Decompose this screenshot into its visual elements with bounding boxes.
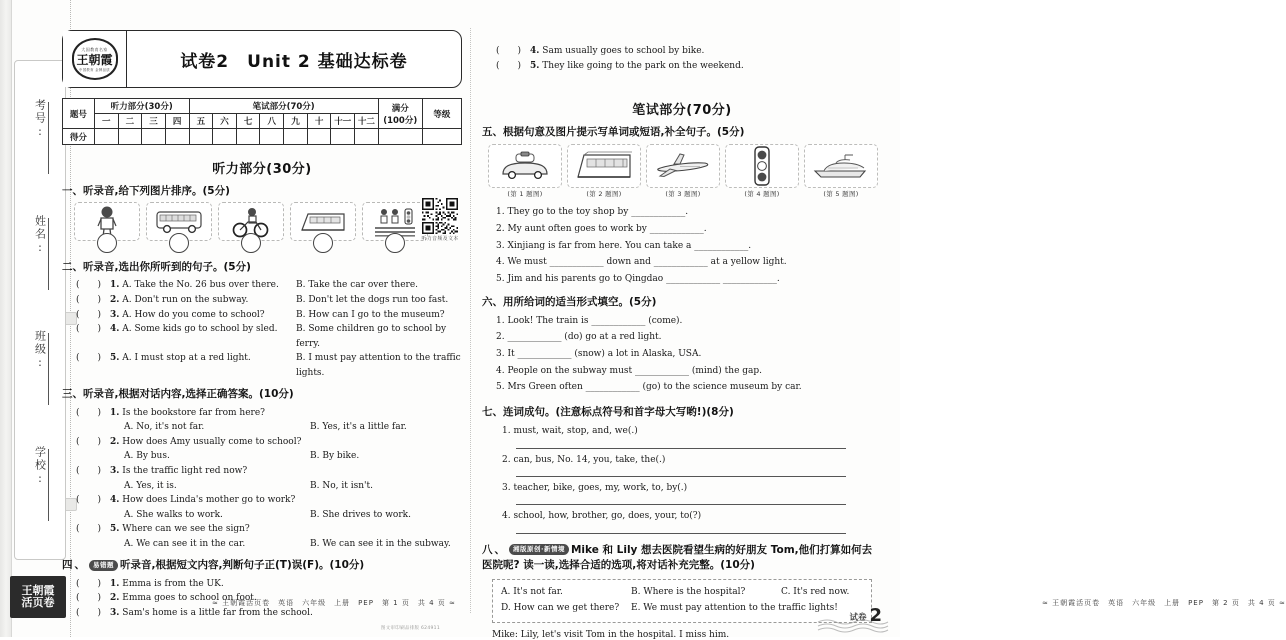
list-item[interactable]: 2. ____________ (do) go at a red light. <box>496 332 662 343</box>
option-a[interactable] <box>110 351 296 380</box>
option-c[interactable]: C. It's red now. <box>781 587 850 598</box>
option-a[interactable] <box>110 293 296 308</box>
write-line <box>48 218 49 290</box>
stem: Where can we see the sign? <box>122 524 250 535</box>
option-a[interactable]: A. She walks to work. <box>124 509 223 520</box>
score-table-label-score: 得分 <box>63 129 95 145</box>
option-a[interactable]: A. Yes, it is. <box>124 480 177 491</box>
col-l4: 四 <box>165 114 189 129</box>
item-number: 3. <box>110 607 120 618</box>
picture-item <box>146 202 212 253</box>
publisher-logo-line2: 活页卷 <box>21 596 55 609</box>
picture-item <box>488 144 562 198</box>
seal-logo-cell <box>63 31 127 87</box>
student-field-name[interactable] <box>32 215 49 290</box>
question-4-heading <box>62 558 462 573</box>
list-item[interactable]: 4. People on the subway must ____________ (mind) the gap. <box>496 365 763 376</box>
student-field-class[interactable] <box>32 330 49 405</box>
write-line <box>48 449 49 521</box>
answer-circle[interactable] <box>313 233 333 253</box>
full-mark-line2: (100分) <box>383 115 418 126</box>
right-column <box>482 30 1286 640</box>
stem: How does Linda's mother go to work? <box>122 495 296 506</box>
item-number: 2. <box>110 295 120 306</box>
option-a-text: A. I must stop at a red light. <box>122 353 251 364</box>
list-item[interactable] <box>62 577 462 592</box>
answer-paren[interactable]: ( ) <box>496 46 522 56</box>
picture-caption: (第 5 题图) <box>823 190 859 199</box>
score-table-label-no: 题号 <box>63 99 95 129</box>
score-cell[interactable] <box>118 129 142 145</box>
option-b[interactable]: B. Some children go to school by ferry. <box>296 324 447 349</box>
question-stem-row[interactable] <box>62 464 462 479</box>
option-a-text: A. Some kids go to school by sled. <box>122 324 278 335</box>
option-a[interactable] <box>110 308 296 323</box>
option-row <box>62 420 462 435</box>
picture-item <box>290 202 356 253</box>
list-item[interactable] <box>62 606 462 621</box>
qr-caption: 听力音频及文本 <box>421 236 459 242</box>
written-part-heading: 笔试部分(70分) <box>632 103 732 119</box>
seal-top-text: 大国教育名家 <box>81 46 108 52</box>
answer-paren[interactable]: ( ) <box>76 324 102 335</box>
student-field-school[interactable] <box>32 446 49 521</box>
option-pair <box>110 351 462 380</box>
publisher-logo <box>10 576 66 618</box>
list-item[interactable]: 5. Mrs Green often ____________ (go) to the science museum by car. <box>496 382 802 393</box>
score-cell[interactable] <box>422 129 461 145</box>
col-l3: 三 <box>142 114 166 129</box>
option-row <box>62 449 462 464</box>
option-pair <box>110 308 462 323</box>
item-number: 5. <box>530 60 540 71</box>
statement-text: Emma goes to school on foot. <box>122 593 257 604</box>
option-a-text: A. Don't run on the subway. <box>122 295 249 306</box>
answer-circle[interactable] <box>385 233 405 253</box>
option-a-text: A. How do you come to school? <box>122 309 265 320</box>
list-item[interactable] <box>482 44 882 59</box>
stem: How does Amy usually come to school? <box>122 436 302 447</box>
list-item[interactable]: 4. We must ____________ down and ____________ at a yellow light. <box>496 257 787 268</box>
list-item <box>482 481 882 505</box>
score-table-full-mark <box>378 99 422 129</box>
option-b[interactable]: B. We can see it in the subway. <box>310 538 451 549</box>
stem-text <box>110 464 247 479</box>
answer-paren[interactable]: ( ) <box>76 578 102 589</box>
question-2-heading: 二、听录音,选出你所听到的句子。(5分) <box>62 261 251 274</box>
statement <box>110 577 462 592</box>
score-cell[interactable] <box>378 129 422 145</box>
option-d[interactable]: D. How can we get there? <box>501 602 620 613</box>
option-b[interactable]: B. Don't let the dogs run too fast. <box>296 295 449 306</box>
publisher-logo-line1: 王朝霞 <box>21 584 55 598</box>
option-b[interactable]: B. No, it isn't. <box>310 480 373 491</box>
dialogue-first-line: Mike: Lily, let's visit Tom in the hospital. I miss him. <box>492 629 730 640</box>
subway-train-icon <box>576 151 632 181</box>
list-item <box>482 509 882 533</box>
picture-frame <box>567 144 641 188</box>
answer-paren[interactable]: ( ) <box>76 436 102 447</box>
question-3-heading: 三、听录音,根据对话内容,选择正确答案。(10分) <box>62 388 294 401</box>
question-1-heading: 一、听录音,给下列图片排序。(5分) <box>62 185 230 197</box>
item-number: 1. <box>110 407 120 418</box>
score-cell[interactable] <box>307 129 331 145</box>
col-l1: 一 <box>94 114 118 129</box>
list-item <box>62 435 462 464</box>
option-pair <box>110 322 462 351</box>
stem-text <box>110 522 250 537</box>
score-cell[interactable] <box>189 129 213 145</box>
item-number: 1. <box>110 578 120 589</box>
answer-paren[interactable]: ( ) <box>76 466 102 477</box>
question-stem-row[interactable] <box>62 406 462 421</box>
column-separator <box>470 28 471 613</box>
list-item[interactable]: 1. They go to the toy shop by ____________. <box>496 207 689 218</box>
statement-text: Emma is from the UK. <box>122 578 224 589</box>
crosswalk-traffic-light-icon <box>372 207 418 237</box>
seal-bottom-text: 中国教育 金牌品质 <box>79 67 110 72</box>
score-cell[interactable] <box>94 129 118 145</box>
option-row <box>501 601 863 617</box>
bus-icon <box>155 209 203 235</box>
col-w4: 八 <box>260 114 284 129</box>
write-line <box>48 102 49 174</box>
score-cell[interactable] <box>355 129 379 145</box>
answer-circle[interactable] <box>97 233 117 253</box>
item-number: 1. <box>110 280 120 291</box>
list-item[interactable]: 1. Look! The train is ____________ (come). <box>496 315 683 326</box>
score-cell[interactable] <box>142 129 166 145</box>
student-field-exam-number[interactable] <box>32 99 49 174</box>
question-stem-row[interactable] <box>62 522 462 537</box>
item-number: 4. <box>530 46 540 56</box>
list-item[interactable]: 5. Jim and his parents go to Qingdao ____________ ____________. <box>496 273 780 284</box>
word-order-prompt: 1. must, wait, stop, and, we(.) <box>502 426 638 437</box>
answer-circle[interactable] <box>169 233 189 253</box>
brand-seal-icon <box>72 38 118 80</box>
list-item <box>62 406 462 435</box>
student-info-column <box>14 60 66 560</box>
stem-text <box>110 493 295 508</box>
student-field-label: 班级: <box>33 330 47 372</box>
list-item[interactable]: 3. Xinjiang is far from here. You can take a ____________. <box>496 240 752 251</box>
answer-write-line[interactable] <box>516 476 846 477</box>
picture-caption: (第 2 题图) <box>586 190 622 199</box>
col-w5: 九 <box>284 114 308 129</box>
option-pair <box>110 293 462 308</box>
option-a[interactable] <box>110 278 296 293</box>
score-table-group-written: 笔试部分(70分) <box>189 99 378 114</box>
option-b[interactable]: B. Yes, it's a little far. <box>310 422 407 433</box>
picture-caption: (第 4 题图) <box>744 190 780 199</box>
option-e[interactable]: E. We must pay attention to the traffic lights! <box>631 602 838 613</box>
full-mark-line1: 满分 <box>391 103 409 114</box>
statement-text: They like going to the park on the weekend. <box>542 60 744 71</box>
list-item[interactable] <box>62 278 462 293</box>
list-item[interactable] <box>62 308 462 323</box>
question-6-items <box>482 313 882 396</box>
option-b[interactable]: B. She drives to work. <box>310 509 411 520</box>
score-cell[interactable] <box>213 129 237 145</box>
item-number: 4. <box>110 495 120 506</box>
footer-right: ≈ 王朝霞活页卷 英语 六年级 上册 PEP 第 2 页 共 4 页 ≈ <box>1042 599 1286 607</box>
score-cell[interactable] <box>165 129 189 145</box>
answer-paren[interactable]: ( ) <box>76 353 102 364</box>
item-number: 2. <box>110 436 120 447</box>
listening-part-heading: 听力部分(30分) <box>212 162 312 177</box>
binding-strip <box>0 0 12 637</box>
question-4-text: 听录音,根据短文内容,判断句子正(T)误(F)。(10分) <box>120 559 365 572</box>
stem: Is the traffic light red now? <box>122 466 248 477</box>
answer-paren[interactable]: ( ) <box>76 495 102 506</box>
difficulty-badge: 易错题 <box>89 560 118 571</box>
question-5-items <box>482 204 882 287</box>
list-item[interactable]: 2. My aunt often goes to work by ____________. <box>496 224 707 235</box>
col-l2: 二 <box>118 114 142 129</box>
col-w8: 十二 <box>355 114 379 129</box>
list-item <box>62 522 462 551</box>
microprint-code: 图文审印刷品排版 624911 <box>380 626 440 631</box>
picture-item <box>74 202 140 253</box>
answer-paren[interactable]: ( ) <box>76 607 102 618</box>
option-a[interactable] <box>110 322 296 351</box>
option-a[interactable]: A. We can see it in the car. <box>124 538 246 549</box>
question-4-items-continued <box>482 44 882 73</box>
ship-icon <box>812 153 870 179</box>
option-row <box>62 479 462 494</box>
col-w6: 十 <box>307 114 331 129</box>
picture-frame <box>488 144 562 188</box>
list-item[interactable] <box>62 351 462 380</box>
score-cell[interactable] <box>260 129 284 145</box>
word-order-prompt: 4. school, how, brother, go, does, your, to(?) <box>502 511 702 522</box>
answer-write-line[interactable] <box>516 504 846 505</box>
answer-paren[interactable]: ( ) <box>76 524 102 535</box>
option-pair <box>110 278 462 293</box>
picture-item <box>804 144 878 198</box>
table-row <box>63 129 462 145</box>
qr-code-icon[interactable] <box>422 198 458 234</box>
answer-paren[interactable]: ( ) <box>76 295 102 306</box>
list-item[interactable]: 3. It ____________ (snow) a lot in Alaska, USA. <box>496 349 702 360</box>
wave-decoration-icon <box>818 619 888 631</box>
question-6-heading: 六、用所给词的适当形式填空。(5分) <box>482 295 657 308</box>
list-item[interactable] <box>62 322 462 351</box>
col-w1: 五 <box>189 114 213 129</box>
stem-text <box>110 435 301 450</box>
student-field-label: 姓名: <box>33 214 47 256</box>
option-a[interactable]: A. It's not far. <box>501 587 563 598</box>
word-order-prompt: 3. teacher, bike, goes, my, work, to, by(.) <box>502 483 688 493</box>
page-stamp-label: 试卷 <box>849 613 867 623</box>
write-line <box>48 333 49 405</box>
traffic-light-icon <box>752 146 772 186</box>
list-item <box>62 493 462 522</box>
question-7-items <box>482 424 882 534</box>
answer-paren[interactable]: ( ) <box>76 407 102 418</box>
item-number: 2. <box>110 593 120 604</box>
question-2-items <box>62 278 462 380</box>
statement-text: Sam's home is a little far from the school. <box>122 607 313 618</box>
statement-text: Sam usually goes to school by bike. <box>542 46 705 56</box>
option-a[interactable]: A. By bus. <box>124 451 170 462</box>
col-w2: 六 <box>213 114 237 129</box>
answer-paren[interactable]: ( ) <box>76 593 102 604</box>
seal-main-text: 王朝霞 <box>76 52 113 67</box>
list-item <box>482 453 882 477</box>
question-8-text: Mike 和 Lily 想去医院看望生病的好朋友 Tom,他们打算如何去医院呢? 读一读,选择合适的选项,将对话补充完整。(10分) <box>482 543 873 571</box>
table-row <box>63 99 462 114</box>
question-5-heading: 五、根据句意及图片提示写单词或短语,补全句子。(5分) <box>482 126 745 139</box>
question-8-heading <box>482 543 882 573</box>
col-w3: 七 <box>236 114 260 129</box>
score-cell[interactable] <box>284 129 308 145</box>
list-item[interactable] <box>62 293 462 308</box>
list-item <box>62 464 462 493</box>
answer-write-line[interactable] <box>516 533 846 534</box>
score-cell[interactable] <box>236 129 260 145</box>
answer-paren[interactable]: ( ) <box>496 60 522 71</box>
answer-paren[interactable]: ( ) <box>76 280 102 291</box>
score-table-grade: 等级 <box>422 99 461 129</box>
score-table <box>62 98 462 145</box>
option-b[interactable]: B. I must pay attention to the traffic lights. <box>296 353 461 378</box>
taxi-icon <box>500 152 550 180</box>
item-number: 3. <box>110 309 120 320</box>
picture-caption: (第 3 题图) <box>665 190 701 199</box>
picture-item <box>646 144 720 198</box>
picture-item <box>218 202 284 253</box>
listening-qr-block[interactable] <box>418 198 462 242</box>
question-1-picture-strip <box>62 202 462 253</box>
option-row <box>62 537 462 552</box>
item-number: 4. <box>110 324 120 335</box>
question-7-heading: 七、连词成句。(注意标点符号和首字母大写哟!)(8分) <box>482 406 734 418</box>
word-order-prompt: 2. can, bus, No. 14, you, take, the(.) <box>502 454 666 465</box>
question-4-number: 四、 <box>62 559 87 572</box>
item-number: 5. <box>110 353 120 364</box>
train-icon <box>298 209 348 235</box>
list-item <box>482 424 882 448</box>
student-field-label: 考号: <box>33 99 47 141</box>
page-stamp-number: 2 <box>869 604 882 626</box>
option-b[interactable]: B. By bike. <box>310 451 360 462</box>
picture-caption: (第 1 题图) <box>507 190 543 199</box>
question-stem-row[interactable] <box>62 493 462 508</box>
question-8-number: 八、 <box>482 543 507 556</box>
footer-left: ≈ 王朝霞活页卷 英语 六年级 上册 PEP 第 1 页 共 4 页 ≈ <box>212 599 456 607</box>
question-stem-row[interactable] <box>62 435 462 450</box>
option-row <box>501 585 863 601</box>
question-3-items <box>62 406 462 552</box>
col-w7: 十一 <box>331 114 355 129</box>
student-field-label: 学校: <box>33 445 47 487</box>
statement <box>530 59 882 74</box>
stem-text <box>110 406 265 421</box>
stem: Is the bookstore far from here? <box>122 407 265 418</box>
picture-frame <box>725 144 799 188</box>
answer-paren[interactable]: ( ) <box>76 309 102 320</box>
option-b[interactable]: B. How can I go to the museum? <box>296 309 445 320</box>
question-5-picture-strip <box>482 144 882 198</box>
item-number: 3. <box>110 466 120 477</box>
score-cell[interactable] <box>331 129 355 145</box>
option-a[interactable]: A. No, it's not far. <box>124 422 205 433</box>
score-table-group-listening: 听力部分(30分) <box>94 99 189 114</box>
paper-title-banner <box>62 30 462 88</box>
item-number: 5. <box>110 524 120 535</box>
option-b[interactable]: B. Take the car over there. <box>296 280 419 291</box>
answer-circle[interactable] <box>241 233 261 253</box>
airplane-icon <box>654 152 712 180</box>
left-column <box>62 30 462 630</box>
statement <box>110 606 462 621</box>
option-b[interactable]: B. Where is the hospital? <box>631 587 746 598</box>
page-title: 试卷2 Unit 2 基础达标卷 <box>180 51 408 72</box>
answer-write-line[interactable] <box>516 448 846 449</box>
list-item[interactable] <box>482 59 882 74</box>
question-8-option-box <box>492 579 872 623</box>
option-a-text: A. Take the No. 26 bus over there. <box>122 280 279 291</box>
picture-item <box>567 144 641 198</box>
origin-badge: 湘版原创·新情境 <box>509 544 569 555</box>
picture-frame <box>646 144 720 188</box>
option-row <box>62 508 462 523</box>
statement <box>530 44 882 59</box>
picture-frame <box>804 144 878 188</box>
picture-item <box>725 144 799 198</box>
